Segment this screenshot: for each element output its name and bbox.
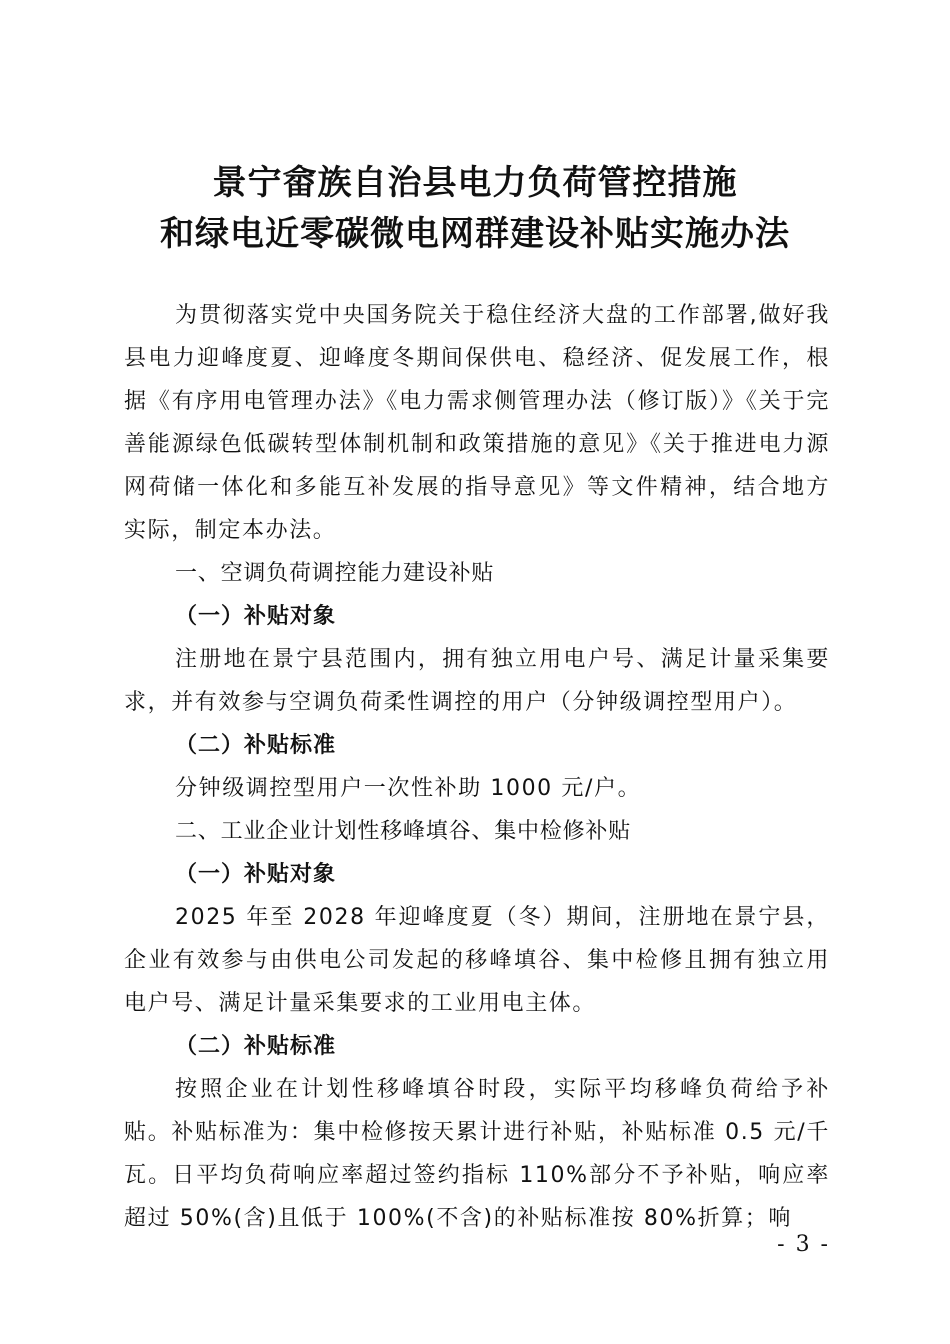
- subsection-heading: （一）补贴对象: [175, 604, 337, 629]
- document-title-line-1: 景宁畲族自治县电力负荷管控措施: [212, 163, 738, 203]
- document-body: [124, 294, 830, 1240]
- subsection-paragraph: 2025 年至 2028 年迎峰度夏（冬）期间，注册地在景宁县，企业有效参与由供电公司发起的移峰填谷、集中检修且拥有独立用电户号、满足计量采集要求的工业用电主体。: [124, 905, 830, 1016]
- section-heading: 一、空调负荷调控能力建设补贴: [175, 561, 495, 586]
- subsection-paragraph: 分钟级调控型用户一次性补助 1000 元/户。: [175, 776, 642, 801]
- subsection-paragraph: 注册地在景宁县范围内，拥有独立用电户号、满足计量采集要求，并有效参与空调负荷柔性调控的用户（分钟级调控型用户）。: [124, 647, 830, 715]
- subsection-heading: （二）补贴标准: [175, 1034, 337, 1059]
- section-heading: 二、工业企业计划性移峰填谷、集中检修补贴: [175, 819, 632, 844]
- document-title-line-2: 和绿电近零碳微电网群建设补贴实施办法: [160, 214, 790, 254]
- subsection-heading: （二）补贴标准: [175, 733, 337, 758]
- subsection-paragraph: 按照企业在计划性移峰填谷时段，实际平均移峰负荷给予补贴。补贴标准为：集中检修按天累计进行补贴，补贴标准 0.5 元/千瓦。日平均负荷响应率超过签约指标 110%部分不予补贴，响应率超过 50%(含)且低于 100%(不含)的补贴标准按 80%折算；响: [124, 1077, 830, 1231]
- intro-paragraph: 为贯彻落实党中央国务院关于稳住经济大盘的工作部署,做好我县电力迎峰度夏、迎峰度冬期间保供电、稳经济、促发展工作，根据《有序用电管理办法》《电力需求侧管理办法（修订版）》《关于完善能源绿色低碳转型体制机制和政策措施的意见》《关于推进电力源网荷储一体化和多能互补发展的指导意见》等文件精神，结合地方实际，制定本办法。: [124, 303, 830, 543]
- page-number: - 3 -: [777, 1232, 830, 1257]
- subsection-heading: （一）补贴对象: [175, 862, 337, 887]
